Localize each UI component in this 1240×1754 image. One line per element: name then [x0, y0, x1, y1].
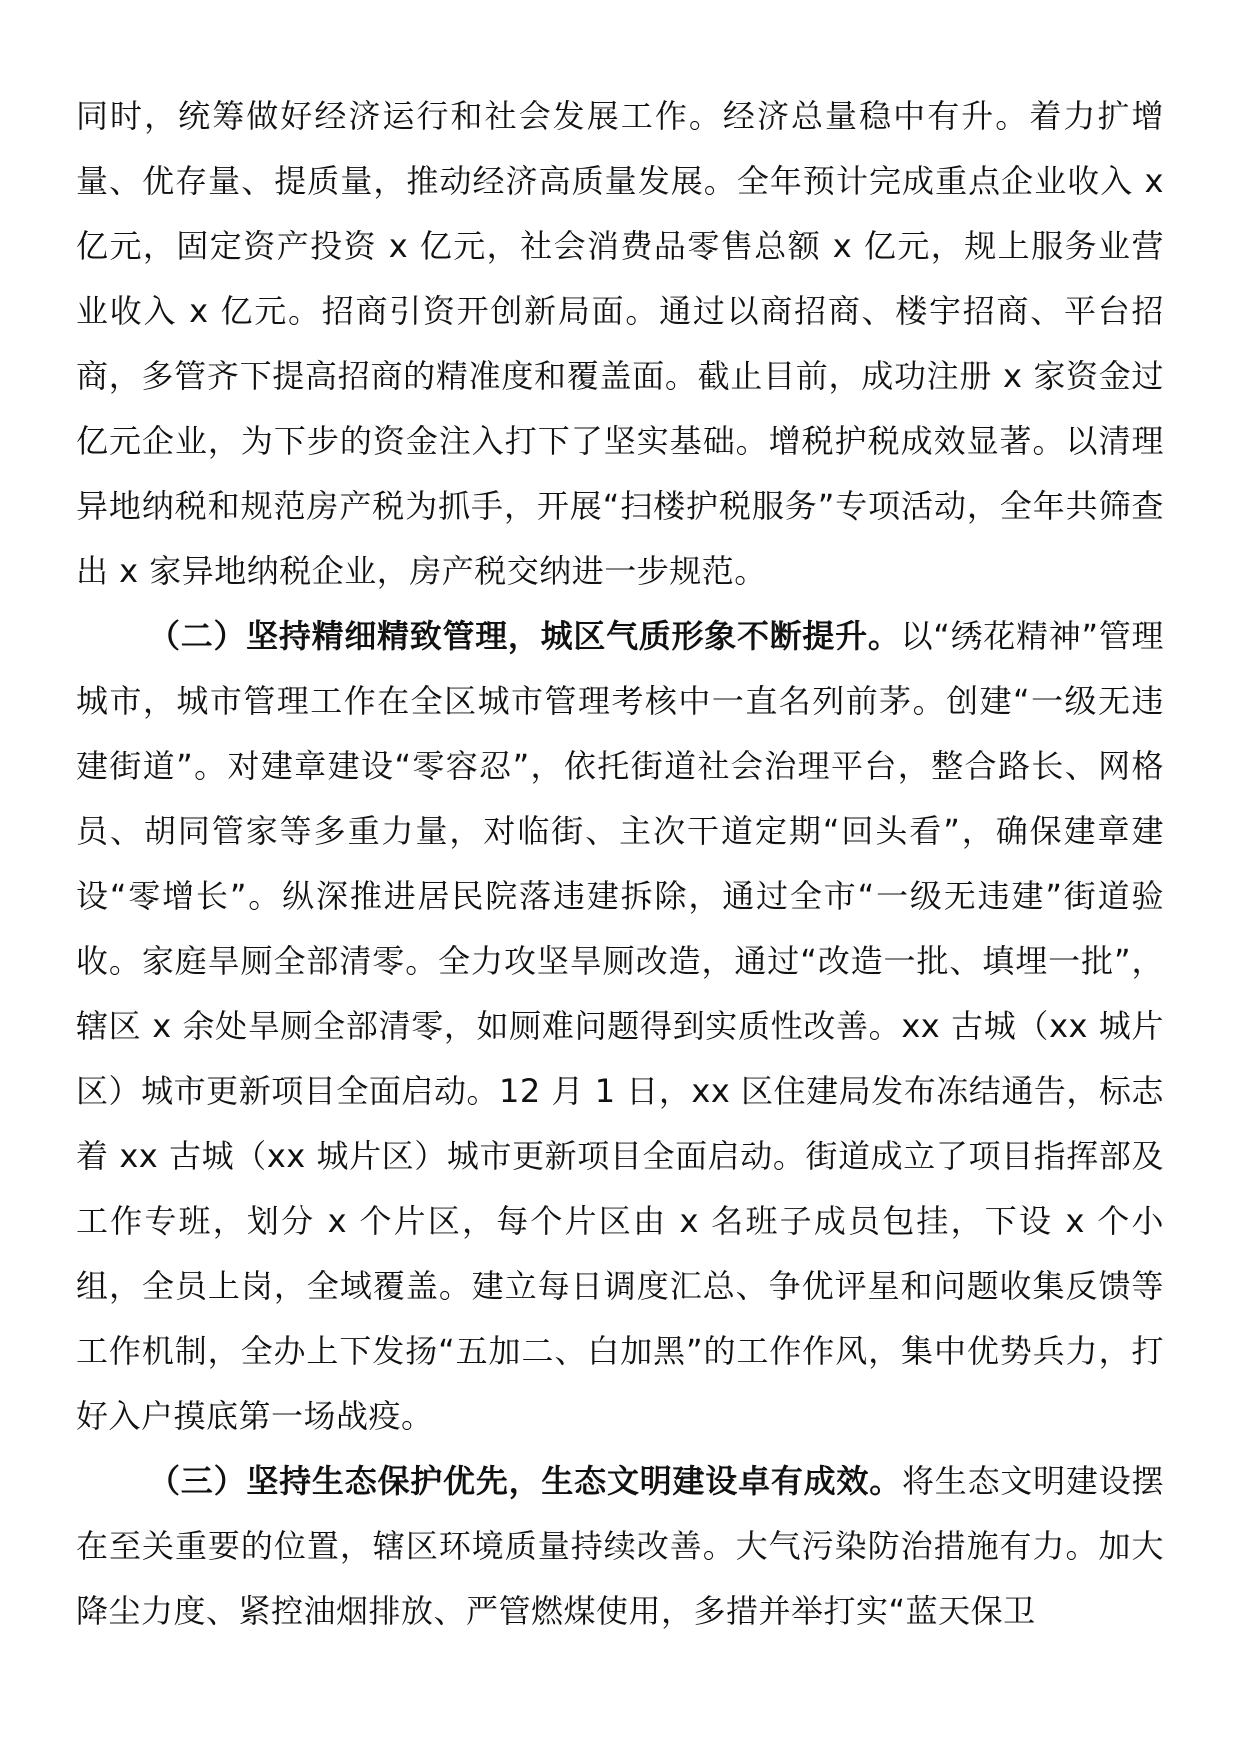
paragraph-body: 同时，统筹做好经济运行和社会发展工作。经济总量稳中有升。着力扩增量、优存量、提质量，推动经济高质量发展。全年预计完成重点企业收入 x 亿元，固定资产投资 x 亿元，社会消费品零售总额 x 亿元，规上服务业营业收入 x 亿元。招商引资开创新局面。通过以商招商、楼宇招商、平台招商，多管齐下提高招商的精准度和覆盖面。截止目前，成功注册 x 家资金过亿元企业，为下步的资金注入打下了坚实基础。增税护税成效显著。以清理异地纳税和规范房产税为抓手，开展“扫楼护税服务”专项活动，全年共筛查出 x 家异地纳税企业，房产税交纳进一步规范。 [76, 97, 1164, 590]
paragraph-section-2 [76, 604, 1164, 1449]
paragraph-continuation [76, 84, 1164, 604]
section-heading: （二）坚持精细精致管理，城区气质形象不断提升。 [148, 617, 901, 655]
document-page [76, 84, 1164, 1644]
paragraph-section-3 [76, 1449, 1164, 1644]
paragraph-body: 以“绣花精神”管理城市，城市管理工作在全区城市管理考核中一直名列前茅。创建“一级无违建街道”。对建章建设“零容忍”，依托街道社会治理平台，整合路长、网格员、胡同管家等多重力量，对临街、主次干道定期“回头看”，确保建章建设“零增长”。纵深推进居民院落违建拆除，通过全市“一级无违建”街道验收。家庭旱厕全部清零。全力攻坚旱厕改造，通过“改造一批、填埋一批”，辖区 x 余处旱厕全部清零，如厕难问题得到实质性改善。xx 古城（xx 城片区）城市更新项目全面启动。12 月 1 日，xx 区住建局发布冻结通告，标志着 xx 古城（xx 城片区）城市更新项目全面启动。街道成立了项目指挥部及工作专班，划分 x 个片区，每个片区由 x 名班子成员包挂，下设 x 个小组，全员上岗，全域覆盖。建立每日调度汇总、争优评星和问题收集反馈等工作机制，全办上下发扬“五加二、白加黑”的工作作风，集中优势兵力，打好入户摸底第一场战疫。 [76, 617, 1164, 1435]
paragraph-body: 将生态文明建设摆在至关重要的位置，辖区环境质量持续改善。大气污染防治措施有力。加大降尘力度、紧控油烟排放、严管燃煤使用，多措并举打实“蓝天保卫 [76, 1462, 1164, 1630]
section-heading: （三）坚持生态保护优先，生态文明建设卓有成效。 [148, 1462, 902, 1500]
